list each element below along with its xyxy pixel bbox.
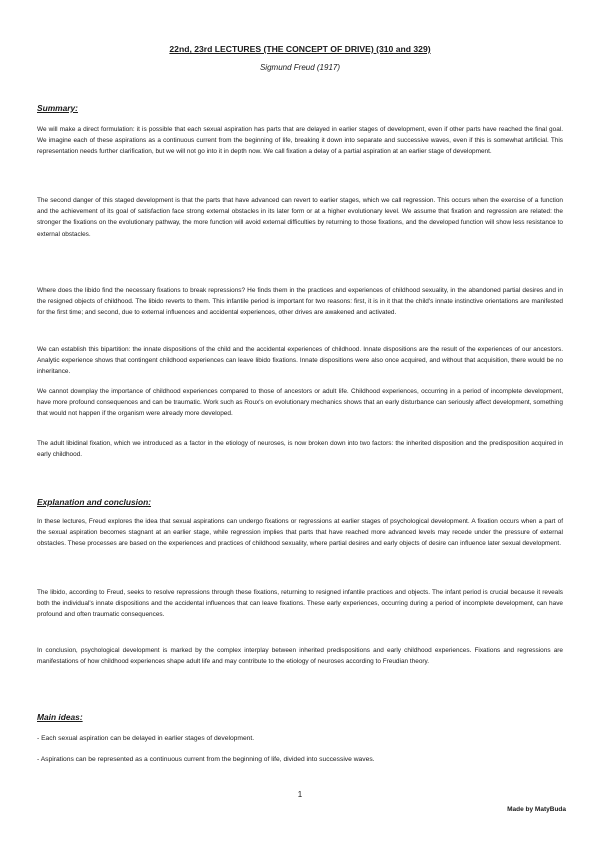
document-author: Sigmund Freud (1917) [259,63,341,72]
page-number: 1 [297,790,303,799]
explanation-heading: Explanation and conclusion: [37,497,152,507]
main-idea-item-1: - Each sexual aspiration can be delayed in earlier stages of development. [37,735,255,742]
summary-paragraph-3: Where does the libido find the necessary fixations to break repressions? He finds them in the practices and experiences of childhood sexuality, in the abandoned partial desires and in the resigned objects of childhood. The libido reverts to them. This infantile period is important for two reasons: first, it is in it that the child's innate instinctive orientations are manifested for the first time; and second, due to external influences and accidental experiences, other drives are awakened and activated. [37,287,563,317]
summary-paragraph-4: We can establish this bipartition: the innate dispositions of the child and the accidental experiences of childhood. Innate dispositions are the result of the experiences of our ancestors. Analytic experience shows that contingent childhood experiences can leave libido fixations. Innate dispositions were also once acquired, and without that acquisition, there would be no inheritance. [37,346,563,376]
main-idea-item-2: - Aspirations can be represented as a continuous current from the beginning of life, divided into successive waves. [37,756,375,763]
summary-paragraph-6: The adult libidinal fixation, which we introduced as a factor in the etiology of neuroses, is now broken down into two factors: the inherited disposition and the predisposition acquired in early childhood. [37,440,563,459]
explanation-paragraph-3: In conclusion, psychological development is marked by the complex interplay between inherited predispositions and early childhood experiences. Fixations and regressions are manifestations of how childhood experiences shape adult life and may contribute to the etiology of neuroses according to Freudian theory. [37,647,563,666]
summary-heading: Summary: [37,103,78,113]
document-title: 22nd, 23rd LECTURES (THE CONCEPT OF DRIVE) (310 and 329) [169,44,431,54]
summary-paragraph-1: We will make a direct formulation: it is possible that each sexual aspiration has parts that are delayed in earlier stages of development, even if other parts have reached the final goal. We imagine each of these aspirations as a continuous current from the beginning of life, breaking it down into separate and successive waves, even if this is somewhat artificial. This representation needs further clarification, but we will not go into it in depth now. We call fixation a delay of a partial aspiration at an earlier stage of development. [37,126,563,156]
main-ideas-heading: Main ideas: [37,712,83,722]
summary-paragraph-2: The second danger of this staged development is that the parts that have advanced can revert to earlier stages, which we call regression. This occurs when the exercise of a function and the achievement of its goal of satisfaction face strong external obstacles in its later form or at a higher evolutionary level. We assume that fixation and regression are related: the stronger the fixations on the evolutionary pathway, the more function will avoid external difficulties by returning to those fixations, and the developed function will show less resistance to external obstacles. [37,197,563,238]
explanation-paragraph-2: The libido, according to Freud, seeks to resolve repressions through these fixations, returning to resigned infantile practices and objects. The infant period is crucial because it reveals both the individual's innate dispositions and the accidental influences that can leave fixations. These early experiences, occurring during a period of incomplete development, can have profound and often traumatic consequences. [37,589,563,619]
author-credit: Made by MatyBuda [507,806,566,813]
explanation-paragraph-1: In these lectures, Freud explores the idea that sexual aspirations can undergo fixations or regressions at earlier stages of psychological development. A fixation occurs when a part of the sexual aspiration becomes stagnant at an earlier stage, while regression implies that parts that have reached more advanced levels may recede under the pressure of external obstacles. These processes are based on the experiences and practices of childhood sexuality, where partial desires and early objects of desire can influence later sexual development. [37,518,563,548]
summary-paragraph-5: We cannot downplay the importance of childhood experiences compared to those of ancestors or adult life. Childhood experiences, occurring in a period of incomplete development, have more profound consequences and can be traumatic. Work such as Roux's on evolutionary mechanics shows that an early disturbance can seriously affect development, something that would not happen if the organism were already more developed. [37,388,563,418]
